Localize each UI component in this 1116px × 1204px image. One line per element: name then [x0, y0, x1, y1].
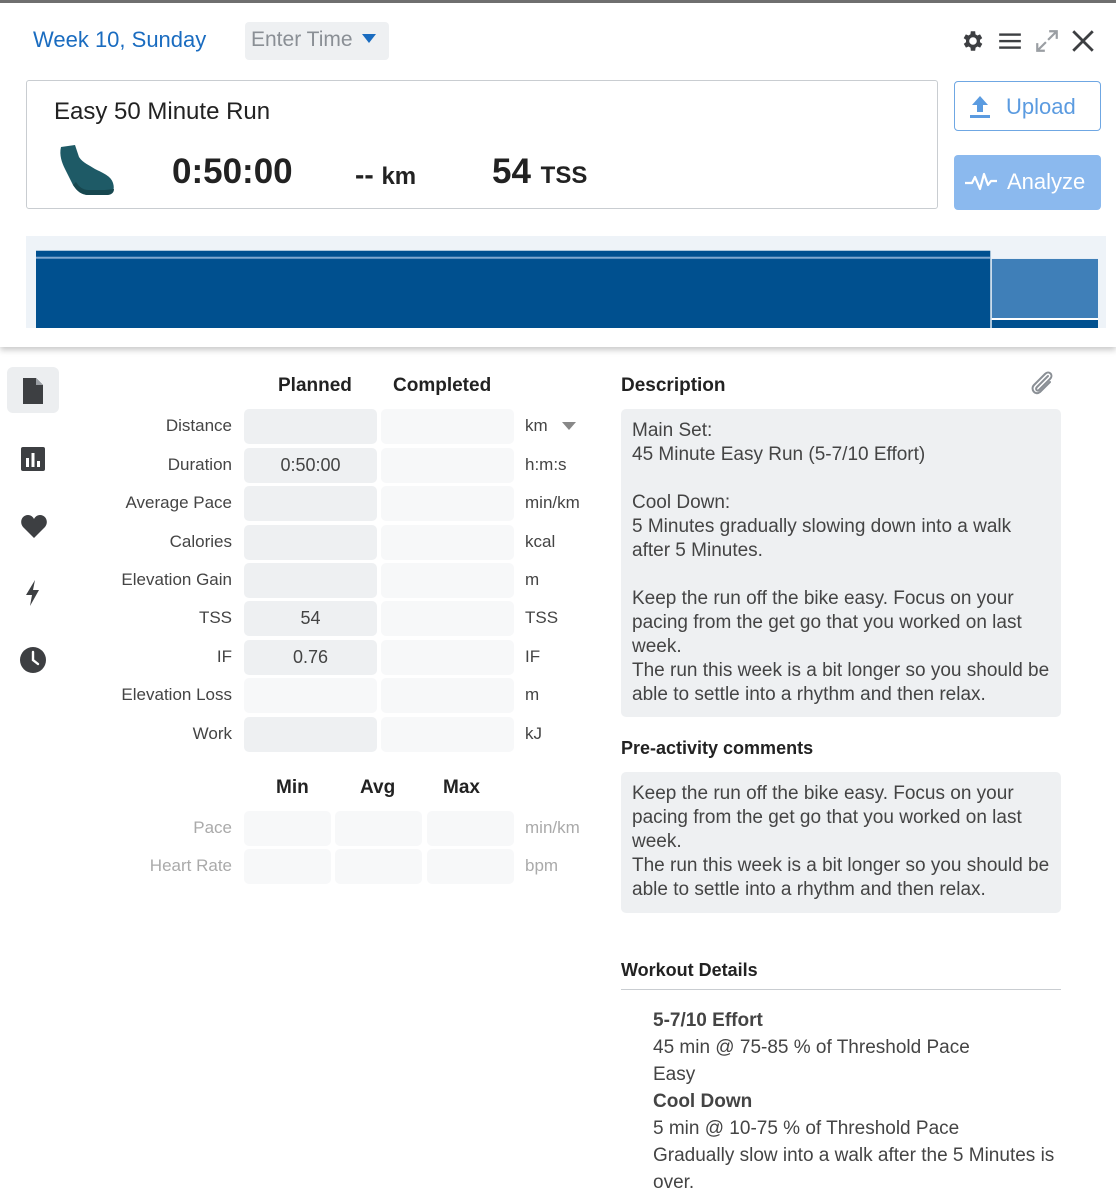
average-pace-label: Average Pace: [125, 493, 232, 512]
elevation-loss-completed-input[interactable]: [381, 678, 514, 713]
expand-icon[interactable]: [1034, 28, 1062, 56]
step-name: Cool Down: [653, 1091, 753, 1112]
header-toolbar: [960, 28, 1100, 56]
if-planned-input[interactable]: 0.76: [244, 640, 377, 675]
heart-rate-avg-input[interactable]: [335, 849, 422, 884]
tss-unit: TSS: [540, 162, 588, 189]
if-unit: IF: [525, 647, 541, 666]
calories-completed-input[interactable]: [381, 525, 514, 560]
elevation-gain-label: Elevation Gain: [121, 570, 232, 589]
step-target: 45 min @ 75-85 % of Threshold Pace: [653, 1037, 970, 1058]
pace-min-input[interactable]: [244, 811, 331, 846]
workout-step-foot: [992, 320, 1098, 328]
average-pace-completed-input[interactable]: [381, 486, 514, 521]
paperclip-icon[interactable]: [1028, 368, 1056, 398]
day-title: Week 10, Sunday: [33, 27, 207, 52]
tss-metric: [492, 152, 587, 192]
sidebar-details-tab[interactable]: [7, 367, 59, 413]
gear-icon[interactable]: [960, 28, 988, 56]
calories-planned-input[interactable]: [244, 525, 377, 560]
elevation-loss-label: Elevation Loss: [121, 685, 232, 704]
work-unit: kJ: [525, 724, 542, 743]
upload-icon: [968, 94, 992, 120]
workout-summary-card: [26, 80, 938, 209]
work-completed-input[interactable]: [381, 717, 514, 752]
workout-title: Easy 50 Minute Run: [54, 98, 271, 125]
elevation-gain-completed-input[interactable]: [381, 563, 514, 598]
tss-value: 54: [492, 152, 531, 191]
work-label: Work: [192, 724, 232, 743]
duration-value: 0:50:00: [172, 152, 293, 191]
time-placeholder: Enter Time: [251, 28, 353, 51]
workout-step-separator: [992, 318, 1098, 320]
heart-rate-min-input[interactable]: [244, 849, 331, 884]
workout-details-list: [653, 1007, 1073, 1196]
upload-label: Upload: [1006, 94, 1076, 119]
distance-unit-select[interactable]: km: [525, 416, 548, 435]
tss-label: TSS: [198, 608, 232, 627]
avg-column-header: Avg: [360, 777, 396, 798]
workout-header-panel: [0, 0, 1116, 347]
elevation-loss-unit: m: [525, 685, 540, 704]
pre-activity-heading: Pre-activity comments: [621, 738, 814, 758]
calories-unit: kcal: [525, 532, 556, 551]
step-target: 5 min @ 10-75 % of Threshold Pace: [653, 1118, 960, 1139]
if-label: IF: [216, 647, 232, 666]
distance-metric: [355, 159, 416, 191]
distance-unit: km: [381, 163, 417, 190]
duration-unit: h:m:s: [525, 455, 567, 474]
close-icon[interactable]: [1070, 28, 1098, 56]
pulse-icon: [964, 170, 998, 194]
heart-rate-range-unit: bpm: [525, 856, 559, 875]
duration-label: Duration: [167, 455, 232, 474]
pace-range-unit: min/km: [525, 818, 580, 837]
work-planned-input[interactable]: [244, 717, 377, 752]
step-note: Gradually slow into a walk after the 5 Minutes is over.: [653, 1145, 1055, 1193]
completed-column-header: Completed: [393, 375, 492, 396]
workout-details-heading: Workout Details: [621, 960, 758, 980]
average-pace-unit: min/km: [525, 493, 580, 512]
pace-avg-input[interactable]: [335, 811, 422, 846]
duration-completed-input[interactable]: [381, 448, 514, 483]
workout-step-bar[interactable]: [992, 259, 1098, 328]
tss-planned-input[interactable]: 54: [244, 601, 377, 636]
heart-rate-range-label: Heart Rate: [149, 856, 232, 875]
menu-icon[interactable]: [997, 28, 1025, 56]
distance-completed-input[interactable]: [381, 409, 514, 444]
caret-down-icon[interactable]: [562, 422, 576, 430]
caret-down-icon: [362, 34, 376, 43]
max-column-header: Max: [443, 777, 480, 798]
pre-activity-text[interactable]: Keep the run off the bike easy. Focus on your pacing from the get go that you worked on last week. The run this week is a bit longer so you should be able to settle into a rhythm and then relax.: [621, 772, 1061, 913]
run-shoe-icon: [55, 143, 117, 197]
if-completed-input[interactable]: [381, 640, 514, 675]
tss-completed-input[interactable]: [381, 601, 514, 636]
elevation-gain-unit: m: [525, 570, 540, 589]
heart-rate-max-input[interactable]: [427, 849, 514, 884]
pace-range-label: Pace: [193, 818, 232, 837]
description-heading: Description: [621, 375, 726, 396]
time-dropdown[interactable]: [245, 22, 389, 60]
distance-label: Distance: [165, 416, 232, 435]
pace-max-input[interactable]: [427, 811, 514, 846]
elevation-gain-planned-input[interactable]: [244, 563, 377, 598]
step-name: 5-7/10 Effort: [653, 1010, 763, 1031]
description-text[interactable]: Main Set: 45 Minute Easy Run (5-7/10 Effort) Cool Down: 5 Minutes gradually slowing down into a walk after 5 Minutes. Keep the run off the bike easy. Focus on your pacing from the get go that you worked on last week. The run this week is a bit longer so you should be able to settle into a rhythm and then relax.: [621, 409, 1061, 717]
workout-step-highlight: [36, 257, 990, 259]
analyze-label: Analyze: [1007, 169, 1086, 194]
tss-unit-label: TSS: [525, 608, 559, 627]
workout-step-bar[interactable]: [36, 251, 990, 328]
duration-planned-input[interactable]: 0:50:00: [244, 448, 377, 483]
elevation-loss-planned-input[interactable]: [244, 678, 377, 713]
min-column-header: Min: [276, 777, 309, 798]
divider: [621, 989, 1061, 990]
upload-button[interactable]: [954, 81, 1101, 131]
distance-planned-input[interactable]: [244, 409, 377, 444]
step-note: Easy: [653, 1064, 696, 1085]
calories-label: Calories: [169, 532, 232, 551]
average-pace-planned-input[interactable]: [244, 486, 377, 521]
document-icon: [20, 377, 46, 405]
distance-value: --: [355, 159, 374, 190]
analyze-button[interactable]: [954, 155, 1101, 210]
planned-column-header: Planned: [278, 375, 352, 396]
workout-structure-graph[interactable]: [26, 236, 1106, 328]
